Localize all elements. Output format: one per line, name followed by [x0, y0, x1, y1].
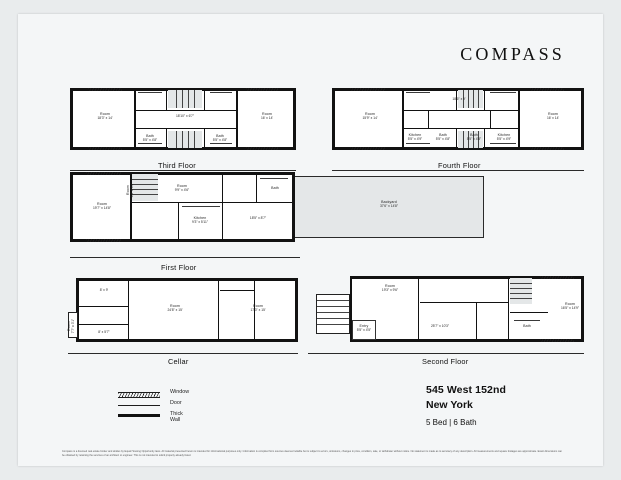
room-label: Backyard 37'6" x 14'8": [379, 200, 399, 209]
plan-first-floor: [70, 172, 484, 248]
room-label: Bath 5'5" x 4'8": [142, 134, 158, 143]
room-label: Kitchen 5'5" x 4'9": [407, 133, 423, 142]
room-label: Room 8'4" x 4'9": [126, 182, 135, 198]
room-label: Room 16'5" x 14'9": [560, 302, 580, 311]
room-label: 18'10" x 6'7": [175, 114, 195, 118]
address-line-1: 545 West 152nd: [426, 384, 506, 396]
window-symbol: [88, 88, 122, 91]
disclaimer-text: Compass is a licensed real estate broker and abides by Equal Housing Opportunity laws. All material presented herein is intended for informational purposes only. Information is compiled from sources deemed reliable but is subject to errors, omissions, changes in price, condition, sale, or withdrawn without notice. No statement is made as to accuracy of any description. All measurements and square footages are approximate. Exact dimensions can be obtained by retaining the services of an architect or engineer. This is not intended to solicit property already listed.: [62, 450, 562, 457]
floor-label-cellar: Cellar: [168, 357, 189, 366]
room-label: Entry 5'5" x 4'5": [356, 324, 372, 333]
floorplan-sheet: [18, 14, 603, 466]
room-label: Bath: [271, 186, 279, 190]
window-hatch-icon: [118, 392, 160, 398]
room-label: Kitchen 9'3" x 5'11": [191, 216, 208, 225]
room-label: Room 24'8" x 15': [167, 304, 183, 313]
floor-label-fourth: Fourth Floor: [438, 161, 481, 170]
room-label: Room 7'7" x 3'1": [67, 318, 76, 334]
room-label: Room 16' x 14': [260, 112, 274, 121]
floor-label-third: Third Floor: [158, 161, 196, 170]
address-block: [426, 384, 506, 427]
legend-label: Thick Wall: [170, 411, 183, 423]
plan-fourth-floor: [332, 88, 584, 160]
address-line-2: New York: [426, 399, 473, 411]
compass-logo: COMPASS: [460, 44, 565, 64]
room-label: 18'5" x 8'7": [249, 216, 267, 220]
room-label: Room 19'3" x 9'6": [381, 284, 399, 293]
floor-label-first: First Floor: [161, 263, 197, 272]
window-symbol: [530, 88, 564, 91]
thick-wall-icon: [118, 414, 160, 417]
window-symbol: [350, 147, 386, 150]
room-label: Room 17'3" x 15': [250, 304, 266, 313]
window-symbol: [86, 239, 122, 242]
room-label: Kitchen 5'5" x 4'9": [496, 133, 512, 142]
room-label: Bath 5'5" x 4'8": [212, 134, 228, 143]
room-label: Bath 5'5" x 4'8": [466, 133, 482, 142]
room-label: 8' x 9': [99, 288, 109, 292]
room-label: 25'7" x 10'3": [430, 324, 450, 328]
window-symbol: [350, 88, 386, 91]
room-label: Room 9'9" x 4'6": [174, 184, 190, 193]
window-symbol: [86, 172, 122, 175]
window-symbol: [540, 339, 574, 342]
room-label: Room 15'9" x 14': [362, 112, 378, 121]
room-label: 8' x 5'7": [98, 330, 110, 334]
beds-baths: 5 Bed | 6 Bath: [426, 418, 477, 427]
plan-second-floor: [308, 276, 584, 352]
floor-label-second: Second Floor: [422, 357, 469, 366]
window-symbol: [88, 147, 122, 150]
door-line-icon: [118, 405, 160, 406]
window-symbol: [540, 276, 574, 279]
room-label: Bath: [523, 324, 531, 328]
legend-label: Window: [170, 389, 190, 395]
room-label: Room 16' x 14': [546, 112, 560, 121]
room-label: Room 18'3" x 14': [97, 112, 113, 121]
room-label: Bath 5'5" x 4'8": [435, 133, 451, 142]
room-label: Room 19'7" x 14'8": [92, 202, 112, 211]
window-symbol: [530, 147, 564, 150]
plan-cellar: [68, 278, 298, 350]
room-label: 18'6" x 9': [452, 97, 466, 101]
plan-third-floor: [70, 88, 296, 160]
window-symbol: [246, 147, 278, 150]
legend-label: Door: [170, 400, 182, 406]
window-symbol: [246, 88, 278, 91]
